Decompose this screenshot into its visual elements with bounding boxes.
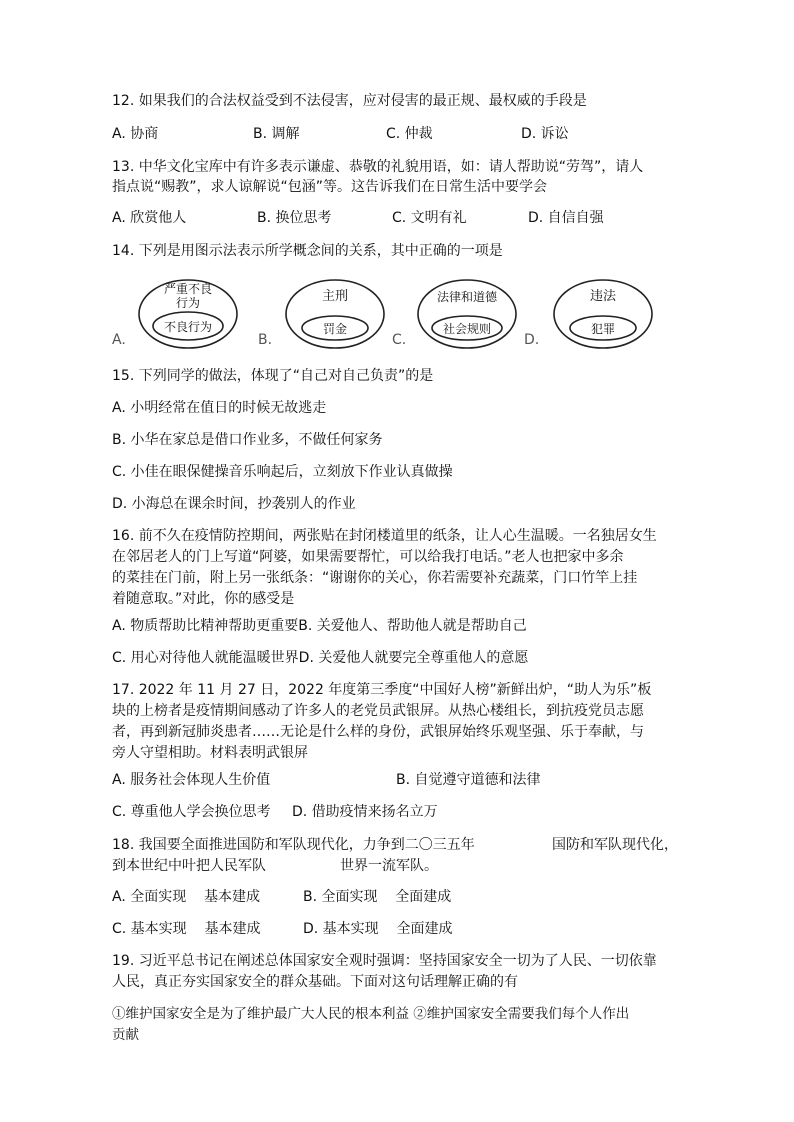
question-17-stem-line-1: 17. 2022 年 11 月 27 日，2022 年度第三季度“中国好人榜”新鲜出炉，“助人为乐”板 <box>112 682 652 698</box>
question-17-stem-line-3: 者，再到新冠肺炎患者……无论是什么样的身份，武银屏始终乐观坚强、乐于奉献，与 <box>112 724 644 740</box>
question-12-option-a: A. 协商 <box>112 126 159 142</box>
question-16-options-line-2: C. 用心对待他人就能温暖世界D. 关爱他人就要完全尊重他人的意愿 <box>112 650 529 666</box>
diagram-c-letter: C. <box>392 332 407 348</box>
question-13-stem-line-1: 13. 中华文化宝库中有许多表示谦虚、恭敬的礼貌用语，如：请人帮助说“劳驾”，请人 <box>112 159 644 175</box>
question-13-option-a: A. 欣赏他人 <box>112 210 187 226</box>
question-17-option-c: C. 尊重他人学会换位思考 <box>112 804 271 820</box>
question-16-options-line-1: A. 物质帮助比精神帮助更重要B. 关爱他人、帮助他人就是帮助自己 <box>112 618 527 634</box>
question-15-option-a: A. 小明经常在值日的时候无故逃走 <box>112 400 327 416</box>
question-18-stem-line-2a: 到本世纪中叶把人民军队 <box>112 858 266 874</box>
question-14-stem: 14. 下列是用图示法表示所学概念间的关系，其中正确的一项是 <box>112 243 503 259</box>
diagram-d-letter: D. <box>524 332 540 348</box>
question-16-stem-line-2: 在邻居老人的门上写道“阿婆，如果需要帮忙，可以给我打电话。”老人也把家中多余 <box>112 549 624 565</box>
diagram-d <box>524 276 664 356</box>
diagram-d-outer-label: 违法 <box>589 289 616 304</box>
question-16-stem-line-3: 的菜挂在门前，附上另一张纸条：“谢谢你的关心，你若需要补充蔬菜，门口竹竿上挂 <box>112 570 638 586</box>
question-15-option-d: D. 小海总在课余时间，抄袭别人的作业 <box>112 496 356 512</box>
diagram-b-inner-label: 罚金 <box>322 322 347 336</box>
question-15-stem: 15. 下列同学的做法，体现了“自己对自己负责”的是 <box>112 368 434 384</box>
diagram-a-outer-line2: 行为 <box>175 296 200 310</box>
question-16-stem-line-1: 16. 前不久在疫情防控期间，两张贴在封闭楼道里的纸条，让人心生温暖。一名独居女生 <box>112 528 657 544</box>
question-18-option-a: A. 全面实现 基本建成 <box>112 889 261 905</box>
question-17-stem-line-2: 块的上榜者是疫情期间感动了许多人的老党员武银屏。从热心楼组长，到抗疫党员志愿 <box>112 703 644 719</box>
question-18-option-d: D. 基本实现 全面建成 <box>303 921 453 937</box>
diagram-c-ellipses <box>392 276 532 356</box>
question-19-item-line-2: 贡献 <box>112 1027 139 1043</box>
question-18-stem-line-2b: 世界一流军队。 <box>340 858 438 874</box>
question-17-stem-line-4: 旁人守望相助。材料表明武银屏 <box>112 745 308 761</box>
question-12-option-b: B. 调解 <box>253 126 300 142</box>
question-12-stem: 12. 如果我们的合法权益受到不法侵害，应对侵害的最正规、最权威的手段是 <box>112 93 587 109</box>
question-13-stem-line-2: 指点说“赐教”，求人谅解说“包涵”等。这告诉我们在日常生活中要学会 <box>112 179 548 195</box>
question-18-stem-line-1b: 国防和军队现代化， <box>552 837 678 853</box>
question-19-item-line-1: ①维护国家安全是为了维护最广大人民的根本利益 ②维护国家安全需要我们每个人作出 <box>112 1006 630 1022</box>
diagram-a-outer-line1: 严重不良 <box>163 282 212 296</box>
question-13-option-c: C. 文明有礼 <box>392 210 467 226</box>
question-18-option-c: C. 基本实现 基本建成 <box>112 921 261 937</box>
diagram-a-inner-label: 不良行为 <box>163 320 212 334</box>
question-19-stem-line-1: 19. 习近平总书记在阐述总体国家安全观时强调：坚持国家安全一切为了人民、一切依靠 <box>112 953 657 969</box>
question-19-stem-line-2: 人民，真正夯实国家安全的群众基础。下面对这句话理解正确的有 <box>112 974 518 990</box>
diagram-a-outer-label <box>158 282 218 310</box>
question-18-stem-line-1a: 18. 我国要全面推进国防和军队现代化，力争到二〇三五年 <box>112 837 475 853</box>
question-14-diagrams <box>112 276 672 356</box>
question-17-option-d: D. 借助疫情来扬名立万 <box>292 804 438 820</box>
diagram-c <box>392 276 532 356</box>
question-18-option-b: B. 全面实现 全面建成 <box>303 889 452 905</box>
diagram-b <box>258 276 398 356</box>
diagram-b-outer-label: 主刑 <box>321 289 348 304</box>
question-12-option-d: D. 诉讼 <box>521 126 569 142</box>
diagram-c-outer-label: 法律和道德 <box>436 290 497 304</box>
question-16-stem-line-4: 着随意取。”对此，你的感受是 <box>112 591 295 607</box>
diagram-a-letter: A. <box>112 332 126 348</box>
question-13-option-b: B. 换位思考 <box>257 210 332 226</box>
question-15-option-b: B. 小华在家总是借口作业多，不做任何家务 <box>112 432 383 448</box>
diagram-a <box>112 276 252 356</box>
question-17-option-b: B. 自觉遵守道德和法律 <box>396 772 541 788</box>
question-17-option-a: A. 服务社会体现人生价值 <box>112 772 271 788</box>
diagram-b-ellipses <box>258 276 398 356</box>
diagram-d-inner-label: 犯罪 <box>590 322 615 336</box>
diagram-b-letter: B. <box>258 332 273 348</box>
question-15-option-c: C. 小佳在眼保健操音乐响起后，立刻放下作业认真做操 <box>112 464 453 480</box>
diagram-d-ellipses <box>524 276 664 356</box>
question-13-option-d: D. 自信自强 <box>528 210 604 226</box>
diagram-c-inner-label: 社会规则 <box>442 322 491 336</box>
question-12-option-c: C. 仲裁 <box>386 126 433 142</box>
